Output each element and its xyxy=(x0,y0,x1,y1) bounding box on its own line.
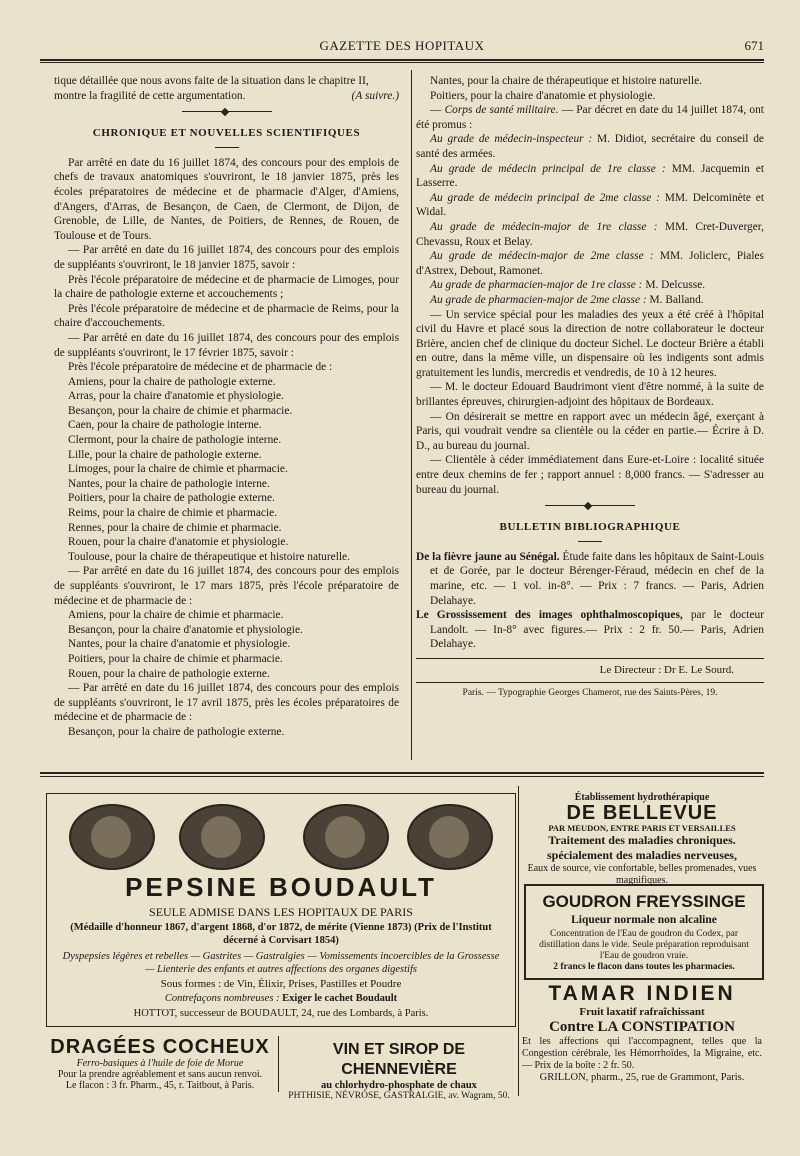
dragees-title: DRAGÉES COCHEUX xyxy=(50,1036,270,1058)
director-rule xyxy=(416,658,764,659)
list-item: Poitiers, pour la chaire d'anatomie et physiologie. xyxy=(430,89,656,102)
bellevue-title: DE BELLEVUE xyxy=(566,802,718,824)
vin-title: VIN ET SIROP DE CHENNEVIÈRE xyxy=(332,1041,466,1078)
vin-line-1: au chlorhydro-phosphate de chaux xyxy=(321,1080,477,1091)
tamar-line-4: GRILLON, pharm., 25, rue de Grammont, Paris. xyxy=(539,1072,745,1083)
to-be-continued: (A suivre.) xyxy=(351,89,399,102)
page-number: 671 xyxy=(744,38,764,53)
grade-label: Au grade de médecin-major de 2me classe : xyxy=(430,250,654,263)
pepsine-medals: (Médaille d'honneur 1867, d'argent 1868, d'or 1872, de mérite (Vienne 1873) (Prix de l'Institut décerné à Corvisart 1854) xyxy=(70,922,492,946)
ad-divider xyxy=(278,1036,279,1092)
bellevue-line-4: spécialement des maladies nerveuses, xyxy=(547,848,737,862)
biblio-entry-2 xyxy=(416,608,764,652)
military-decree: — Par décret en date du 14 juillet 1874, ont été promus : xyxy=(416,104,764,131)
pepsine-address: HOTTOT, successeur de BOUDAULT, 24, rue des Lombards, à Paris. xyxy=(133,1008,429,1019)
goudron-title: GOUDRON FREYSSINGE xyxy=(542,892,746,911)
medal-icon xyxy=(303,804,389,870)
grade-names: MM. Cret-Duverger, Chevassu, Roux et Belay. xyxy=(416,220,764,248)
list-item: Rouen, pour la chaire de pathologie externe. xyxy=(68,667,270,680)
pepsine-title: PEPSINE BOUDAULT xyxy=(125,872,437,902)
grade-names: M. Delcusse. xyxy=(642,279,706,292)
list-item: Besançon, pour la chaire de chimie et pharmacie. xyxy=(68,404,293,417)
section-dash xyxy=(578,541,602,542)
list-item: Amiens, pour la chaire de chimie et pharmacie. xyxy=(68,609,284,622)
paragraph-reims: Près l'école préparatoire de médecine et de pharmacie de Reims, pour la chaire d'accouchements. xyxy=(54,302,399,330)
dragees-line-1: Ferro-basiques à l'huile de foie de Morue xyxy=(76,1058,244,1069)
paragraph-concours-4: — Par arrêté en date du 16 juillet 1874, des concours pour des emplois de suppléants s'ouvriront, le 17 mars 1875, près l'école préparatoire de médecine et de pharmacie de : xyxy=(54,565,399,607)
pepsine-warning-label: Contrefaçons nombreuses : xyxy=(164,993,280,1004)
paragraph-limoges: Près l'école préparatoire de médecine et de pharmacie de Limoges, pour la chaire de pathologie externe et accouchements ; xyxy=(54,273,399,301)
goudron-line-3: 2 francs le flacon dans toutes les pharmacies. xyxy=(553,962,735,972)
vin-line-2: PHTHISIE, NÉVROSE, GASTRALGIE, av. Wagram, 50. xyxy=(288,1091,510,1101)
pepsine-uses: Dyspepsies légères et rebelles — Gastrites — Gastralgies — Vomissements incoercibles de la Grossesse — Lienterie des enfants et autres affections des organes digestifs xyxy=(62,951,500,975)
header-rule-thin xyxy=(40,62,764,63)
promotion-6 xyxy=(416,278,764,293)
list-item: Arras, pour la chaire d'anatomie et physiologie. xyxy=(68,390,284,403)
medal-icon xyxy=(179,804,265,870)
list-item: Caen, pour la chaire de pathologie interne. xyxy=(68,419,262,432)
bellevue-line-1: Établissement hydrothérapique xyxy=(574,792,710,803)
list-item: Poitiers, pour la chaire de pathologie externe. xyxy=(68,492,275,505)
lead-text-2 xyxy=(54,89,399,104)
journal-title: GAZETTE DES HOPITAUX xyxy=(319,38,485,53)
paragraph-concours-2: — Par arrêté en date du 16 juillet 1874, des concours pour des emplois de suppléants s'ouvriront, le 18 janvier 1875, savoir : xyxy=(54,244,399,271)
paragraph-military: — Corps de santé militaire. — Par décret en date du 14 juillet 1874, ont été promus : xyxy=(416,104,764,131)
goudron-line-2: Concentration de l'Eau de goudron du Codex, par distillation dans le vide. Seule préparation reproduisant l'Eau de goudron vraie. xyxy=(539,929,749,961)
paragraph-havre: — Un service spécial pour les maladies des yeux a été créé à l'hôpital civil du Havre et placé sous la direction de notre collaborateur le docteur Brière, ancien chef de clinique du docteur Sichel. Le docteur Brière a établi en outre, dans la même ville, un dispensaire où les indigents sont admis gratuitement les lundis, mercredis et vendredis, de 10 à 12 heures. xyxy=(416,308,764,379)
list-item: Besançon, pour la chaire d'anatomie et physiologie. xyxy=(68,623,303,636)
pepsine-warning-text: Exiger le cachet Boudault xyxy=(279,993,398,1004)
grade-label: Au grade de médecin-major de 1re classe : xyxy=(430,220,658,233)
section-dash xyxy=(215,147,239,148)
ads-column-divider xyxy=(518,786,519,1096)
promotion-3 xyxy=(416,191,764,220)
bellevue-line-2: PAR MEUDON, ENTRE PARIS ET VERSAILLES xyxy=(548,823,736,833)
ad-tamar-indien xyxy=(522,982,762,1083)
grade-names: M. Balland. xyxy=(646,293,704,306)
biblio-entry-1 xyxy=(416,550,764,608)
section-title-chronique: CHRONIQUE ET NOUVELLES SCIENTIFIQUES xyxy=(92,127,361,140)
list-item: Lille, pour la chaire de pathologie externe. xyxy=(68,448,262,461)
director-line: Le Directeur : Dr E. Le Sourd. xyxy=(599,663,734,676)
ornament-rule xyxy=(545,505,635,506)
list-chairs-1 xyxy=(54,375,399,565)
ads-top-rule xyxy=(40,772,764,774)
ad-dragees-cocheux xyxy=(46,1036,274,1091)
grade-label: Au grade de médecin principal de 1re classe : xyxy=(430,162,666,175)
paragraph-concours-5: — Par arrêté en date du 16 juillet 1874, des concours pour des emplois de suppléants s'ouvriront, le 17 avril 1875, près les écoles préparatoires de médecine et de pharmacie de : xyxy=(54,682,399,724)
lead-text-1: tique détaillée que nous avons faite de la situation dans le chapitre II, xyxy=(54,75,369,87)
ad-goudron-freyssinge xyxy=(524,884,764,980)
column-divider xyxy=(411,70,412,760)
bellevue-line-3: Traitement des maladies chroniques. xyxy=(548,833,736,847)
header-rule xyxy=(40,59,764,61)
tamar-line-1: Fruit laxatif rafraîchissant xyxy=(579,1006,705,1018)
left-column xyxy=(54,74,399,740)
paragraph-baudrimont: — M. le docteur Edouard Baudrimont vient d'être nommé, à la suite de brillantes épreuves, chirurgien-adjoint des hôpitaux de Bordeaux. xyxy=(416,381,764,409)
promotion-5 xyxy=(416,249,764,278)
grade-names: MM. Delcominète et Widal. xyxy=(416,191,764,219)
list-item: Reims, pour la chaire de chimie et pharmacie. xyxy=(68,507,278,520)
bellevue-line-5: Eaux de source, vie confortable, belles promenades, vues magnifiques. xyxy=(527,863,757,886)
paragraph-clientele-eure: — Clientèle à céder immédiatement dans Eure-et-Loire : localité située entre deux chemins de fer ; rapport annuel : 8,000 francs. — S'adresser au bureau du journal. xyxy=(416,454,764,496)
grade-label: Au grade de médecin-inspecteur : xyxy=(430,133,593,146)
list-item: Clermont, pour la chaire de pathologie interne. xyxy=(68,434,282,447)
list-item: Besançon, pour la chaire de pathologie externe. xyxy=(68,725,285,738)
biblio-title: Le Grossissement des images ophthalmoscopiques, xyxy=(416,609,683,622)
goudron-line-1: Liqueur normale non alcaline xyxy=(571,914,717,926)
ad-bellevue xyxy=(522,792,762,887)
pepsine-warning xyxy=(47,993,515,1004)
ad-vin-chenneviere xyxy=(282,1040,516,1101)
biblio-detail: par le docteur Landolt. — In-8° avec figures.— Prix : 2 fr. 50.— Paris, Adrien Delahaye. xyxy=(430,609,765,651)
list-item: Nantes, pour la chaire de pathologie interne. xyxy=(68,477,270,490)
list-item: Amiens, pour la chaire de pathologie externe. xyxy=(68,375,276,388)
military-corps-label: Corps de santé militaire. xyxy=(444,104,559,117)
dragees-line-2: Pour la prendre agréablement et sans aucun renvoi. xyxy=(57,1069,263,1080)
list-item: Nantes, pour la chaire de thérapeutique et histoire naturelle. xyxy=(430,75,702,87)
list-item: Poitiers, pour la chaire de chimie et pharmacie. xyxy=(68,652,283,665)
grade-label: Au grade de médecin principal de 2me classe : xyxy=(430,191,660,204)
grade-label: Au grade de pharmacien-major de 1re classe : xyxy=(430,279,643,292)
dragees-line-3: Le flacon : 3 fr. Pharm., 45, r. Taitbout, à Paris. xyxy=(65,1080,255,1091)
promotion-7 xyxy=(416,293,764,308)
list-item: Nantes, pour la chaire d'anatomie et physiologie. xyxy=(68,638,291,651)
biblio-detail: Étude faite dans les hôpitaux de Saint-Louis et de Gorée, par le docteur Bérenger-Féraud, médecin en chef de la marine, etc. — 1 vol. in-8°. — Prix : 7 francs. — Paris, Adrien Delahaye. xyxy=(430,550,764,607)
promotion-1 xyxy=(416,132,764,161)
printer-rule xyxy=(416,682,764,683)
pepsine-forms: Sous formes : de Vin, Élixir, Prises, Pastilles et Poudre xyxy=(160,978,402,990)
medal-icon xyxy=(407,804,493,870)
promotion-4 xyxy=(416,220,764,249)
paragraph-concours-3: — Par arrêté en date du 16 juillet 1874, des concours pour des emplois de suppléants s'ouvriront, le 17 février 1875, savoir : xyxy=(54,331,399,359)
section-title-bulletin: BULLETIN BIBLIOGRAPHIQUE xyxy=(499,521,681,534)
lead-text-2-body: montre la fragilité de cette argumentation. xyxy=(54,89,246,102)
paragraph-ecole: Près l'école préparatoire de médecine et de pharmacie de : xyxy=(68,361,333,374)
ad-pepsine-boudault xyxy=(46,793,516,1027)
paragraph-concours-1: Par arrêté en date du 16 juillet 1874, des concours pour des emplois de chefs de travaux anatomiques s'ouvriront, le 18 janvier 1875, près les écoles préparatoires de médecine et de pharmacie d'Alger, d'Amiens, d'Angers, d'Arras, de Besançon, de Caen, de Clermont, de Dijon, de Grenoble, de Lille, de Nantes, de Poitiers, de Rennes, de Rouen, de Toulouse et de Tours. xyxy=(54,156,399,242)
pepsine-subtitle: SEULE ADMISE DANS LES HOPITAUX DE PARIS xyxy=(149,905,413,919)
ads-top-rule-thin xyxy=(40,776,764,777)
tamar-title: TAMAR INDIEN xyxy=(548,982,736,1005)
list-item: Rennes, pour la chaire de chimie et pharmacie. xyxy=(68,521,282,534)
medal-icon xyxy=(69,804,155,870)
promotion-2 xyxy=(416,162,764,191)
biblio-title: De la fièvre jaune au Sénégal. xyxy=(416,550,560,563)
ornament-rule xyxy=(182,111,272,112)
right-column xyxy=(416,74,764,700)
grade-names: MM. Jacquemin et Lasserre. xyxy=(416,162,764,190)
tamar-line-2: Contre LA CONSTIPATION xyxy=(549,1019,735,1035)
list-item: Toulouse, pour la chaire de thérapeutique et histoire naturelle. xyxy=(68,550,350,563)
paragraph-clientele-paris: — On désirerait se mettre en rapport avec un médecin âgé, exerçant à Paris, qui voudrait vendre sa clientèle ou la céder en partie.— Écrire à D. D., au bureau du journal. xyxy=(416,410,764,452)
page-header xyxy=(40,38,764,56)
grade-label: Au grade de pharmacien-major de 2me classe : xyxy=(430,293,647,306)
grade-names: MM. Joliclerc, Piales d'Astrex, Debout, Ramonet. xyxy=(416,250,764,277)
grade-names: M. Didiot, secrétaire du conseil de santé des armées. xyxy=(416,133,764,160)
list-item: Limoges, pour la chaire de chimie et pharmacie. xyxy=(68,463,288,476)
list-item: Rouen, pour la chaire d'anatomie et physiologie. xyxy=(68,536,289,549)
list-chairs-2 xyxy=(54,608,399,681)
tamar-line-3: Et les affections qui l'accompagnent, telles que la Congestion cérébrale, les Hémorrhoïdes, la Migraine, etc. — Prix de la boîte : 2 fr. 50. xyxy=(522,1036,762,1071)
printer-line: Paris. — Typographie Georges Chamerot, rue des Saints-Pères, 19. xyxy=(462,687,718,698)
